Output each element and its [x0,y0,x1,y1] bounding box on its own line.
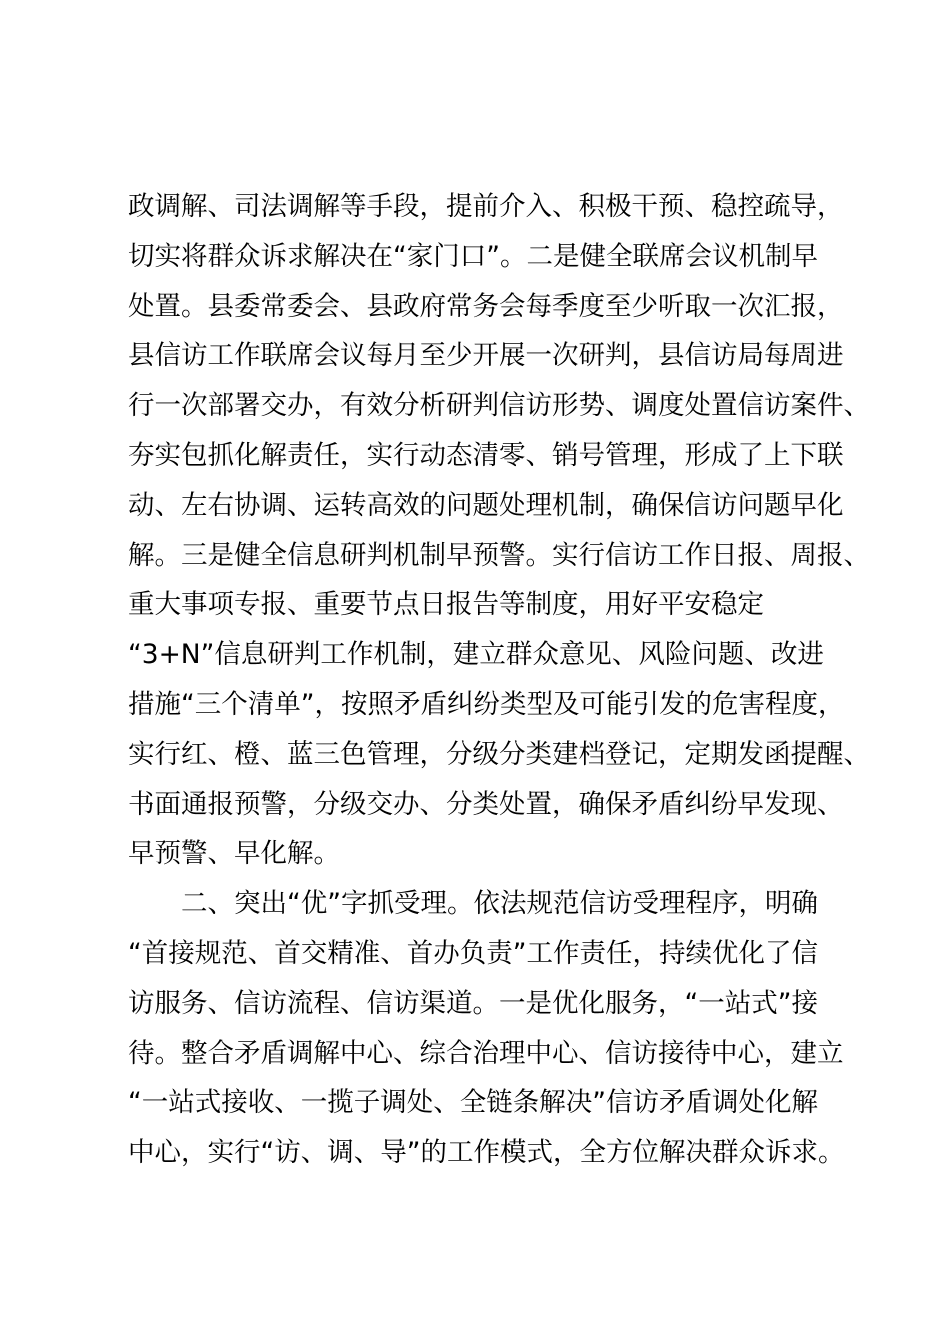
text-line: 处置。县委常委会、县政府常务会每季度至少听取一次汇报， [128,290,844,322]
text-line: 中心，实行“访、调、导”的工作模式，全方位解决群众诉求。 [128,1137,845,1169]
text-line: 政调解、司法调解等手段，提前介入、积极干预、稳控疏导， [128,191,844,222]
text-line: “首接规范、首交精准、首办负责”工作责任，持续优化了信 [128,937,818,969]
text-line: 实行红、橙、蓝三色管理，分级分类建档登记，定期发函提醒、 [128,738,870,770]
text-line: 动、左右协调、运转高效的问题处理机制，确保信访问题早化 [128,489,844,521]
text-line: 早预警、早化解。 [128,838,340,870]
text-line: 行一次部署交办，有效分析研判信访形势、调度处置信访案件、 [128,390,870,422]
body-text [128,182,868,1178]
text-line: “一站式接收、一揽子调处、全链条解决”信访矛盾调处化解 [128,1087,818,1119]
text-line: 重大事项专报、重要节点日报告等制度，用好平安稳定 [128,589,764,621]
text-line: “3+N”信息研判工作机制，建立群众意见、风险问题、改进 [128,639,824,671]
text-line: 夯实包抓化解责任，实行动态清零、销号管理，形成了上下联 [128,439,844,471]
text-line: 解。三是健全信息研判机制早预警。实行信访工作日报、周报、 [128,539,870,571]
text-line: 切实将群众诉求解决在“家门口”。二是健全联席会议机制早 [128,240,818,272]
text-line: 二、突出“优”字抓受理。依法规范信访受理程序，明确 [128,888,818,920]
text-line: 待。整合矛盾调解中心、综合治理中心、信访接待中心，建立 [128,1037,844,1069]
text-line: 访服务、信访流程、信访渠道。一是优化服务，“一站式”接 [128,987,818,1019]
text-line: 措施“三个清单”，按照矛盾纠纷类型及可能引发的危害程度， [128,688,845,720]
text-line: 书面通报预警，分级交办、分类处置，确保矛盾纠纷早发现、 [128,788,844,820]
text-line: 县信访工作联席会议每月至少开展一次研判，县信访局每周进 [128,340,844,372]
